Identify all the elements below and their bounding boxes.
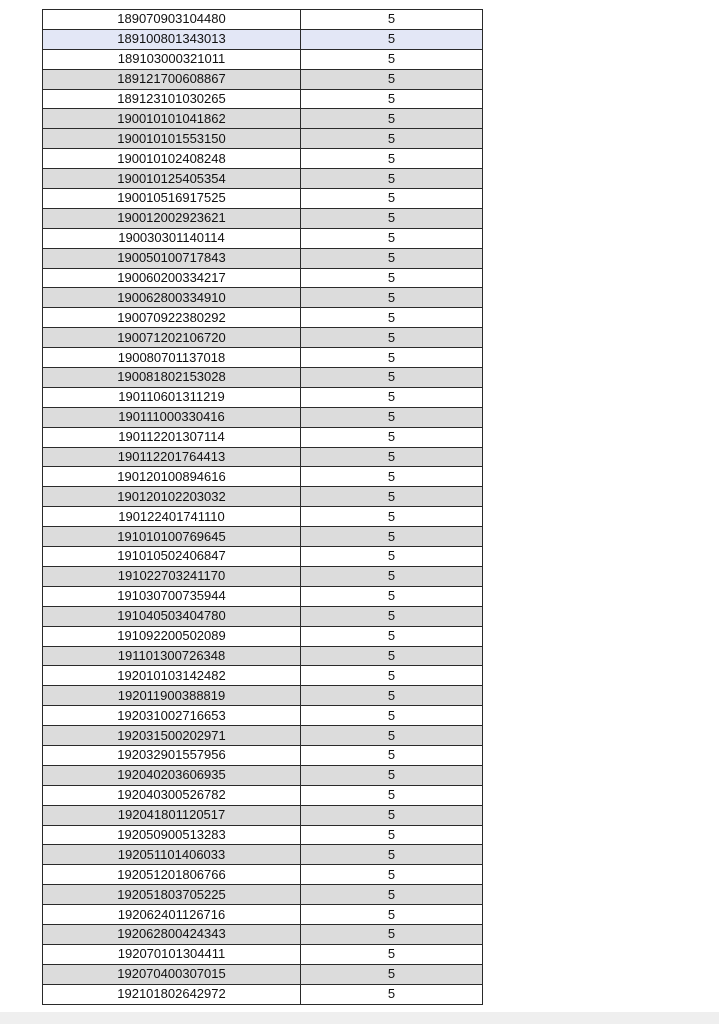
value-cell[interactable]: 5 <box>301 109 483 129</box>
table-row[interactable] <box>43 447 483 467</box>
value-cell[interactable]: 5 <box>301 467 483 487</box>
table-row[interactable] <box>43 646 483 666</box>
value-cell[interactable]: 5 <box>301 686 483 706</box>
table-row[interactable] <box>43 924 483 944</box>
id-cell[interactable]: 192051101406033 <box>43 845 301 865</box>
id-cell[interactable]: 190122401741110 <box>43 507 301 527</box>
id-cell[interactable]: 191092200502089 <box>43 626 301 646</box>
table-row[interactable] <box>43 69 483 89</box>
value-cell[interactable]: 5 <box>301 69 483 89</box>
table-row[interactable] <box>43 189 483 209</box>
value-cell[interactable]: 5 <box>301 328 483 348</box>
value-cell[interactable]: 5 <box>301 527 483 547</box>
id-cell[interactable]: 189100801343013 <box>43 29 301 49</box>
id-cell[interactable]: 190062800334910 <box>43 288 301 308</box>
id-cell[interactable]: 189070903104480 <box>43 10 301 30</box>
value-cell[interactable]: 5 <box>301 885 483 905</box>
table-row[interactable] <box>43 109 483 129</box>
id-cell[interactable]: 190120102203032 <box>43 487 301 507</box>
value-cell[interactable]: 5 <box>301 149 483 169</box>
value-cell[interactable]: 5 <box>301 666 483 686</box>
table-row[interactable] <box>43 407 483 427</box>
table-row[interactable] <box>43 745 483 765</box>
id-cell[interactable]: 192040203606935 <box>43 765 301 785</box>
value-cell[interactable]: 5 <box>301 288 483 308</box>
table-row[interactable] <box>43 387 483 407</box>
value-cell[interactable]: 5 <box>301 348 483 368</box>
table-row[interactable] <box>43 825 483 845</box>
id-cell[interactable]: 189103000321011 <box>43 49 301 69</box>
value-cell[interactable]: 5 <box>301 129 483 149</box>
id-cell[interactable]: 190070922380292 <box>43 308 301 328</box>
table-row[interactable] <box>43 208 483 228</box>
id-cell[interactable]: 191040503404780 <box>43 606 301 626</box>
value-cell[interactable]: 5 <box>301 228 483 248</box>
table-row[interactable] <box>43 467 483 487</box>
table-row[interactable] <box>43 10 483 30</box>
table-row[interactable] <box>43 427 483 447</box>
table-row[interactable] <box>43 666 483 686</box>
value-cell[interactable]: 5 <box>301 566 483 586</box>
value-cell[interactable]: 5 <box>301 427 483 447</box>
id-cell[interactable]: 189121700608867 <box>43 69 301 89</box>
id-cell[interactable]: 190010101041862 <box>43 109 301 129</box>
id-cell[interactable]: 190060200334217 <box>43 268 301 288</box>
table-row[interactable] <box>43 49 483 69</box>
table-row[interactable] <box>43 726 483 746</box>
value-cell[interactable]: 5 <box>301 248 483 268</box>
value-cell[interactable]: 5 <box>301 507 483 527</box>
id-cell[interactable]: 190030301140114 <box>43 228 301 248</box>
id-cell[interactable]: 190112201307114 <box>43 427 301 447</box>
id-cell[interactable]: 192062800424343 <box>43 924 301 944</box>
value-cell[interactable]: 5 <box>301 268 483 288</box>
value-cell[interactable]: 5 <box>301 825 483 845</box>
id-cell[interactable]: 192101802642972 <box>43 984 301 1004</box>
value-cell[interactable]: 5 <box>301 845 483 865</box>
value-cell[interactable]: 5 <box>301 169 483 189</box>
value-cell[interactable]: 5 <box>301 606 483 626</box>
id-cell[interactable]: 192062401126716 <box>43 905 301 925</box>
value-cell[interactable]: 5 <box>301 49 483 69</box>
value-cell[interactable]: 5 <box>301 407 483 427</box>
bottom-bar <box>0 1012 719 1024</box>
id-cell[interactable]: 192070400307015 <box>43 964 301 984</box>
id-cell[interactable]: 191022703241170 <box>43 566 301 586</box>
table-row[interactable] <box>43 905 483 925</box>
table-row[interactable] <box>43 626 483 646</box>
value-cell[interactable]: 5 <box>301 964 483 984</box>
table-row[interactable] <box>43 845 483 865</box>
value-cell[interactable]: 5 <box>301 805 483 825</box>
id-cell[interactable]: 192031002716653 <box>43 706 301 726</box>
table-row[interactable] <box>43 348 483 368</box>
table-row[interactable] <box>43 785 483 805</box>
table-row[interactable] <box>43 586 483 606</box>
table-row[interactable] <box>43 527 483 547</box>
table-row[interactable] <box>43 706 483 726</box>
value-cell[interactable]: 5 <box>301 308 483 328</box>
id-cell[interactable]: 190050100717843 <box>43 248 301 268</box>
table-row[interactable] <box>43 805 483 825</box>
id-cell[interactable]: 190120100894616 <box>43 467 301 487</box>
value-cell[interactable]: 5 <box>301 785 483 805</box>
table-row[interactable] <box>43 944 483 964</box>
id-cell[interactable]: 191101300726348 <box>43 646 301 666</box>
value-cell[interactable]: 5 <box>301 29 483 49</box>
id-cell[interactable]: 192010103142482 <box>43 666 301 686</box>
value-cell[interactable]: 5 <box>301 547 483 567</box>
table-row[interactable] <box>43 547 483 567</box>
id-cell[interactable]: 190081802153028 <box>43 368 301 388</box>
table-row[interactable] <box>43 487 483 507</box>
value-cell[interactable]: 5 <box>301 447 483 467</box>
value-cell[interactable]: 5 <box>301 487 483 507</box>
id-cell[interactable]: 192040300526782 <box>43 785 301 805</box>
table-row[interactable] <box>43 507 483 527</box>
id-cell[interactable]: 192050900513283 <box>43 825 301 845</box>
value-cell[interactable]: 5 <box>301 905 483 925</box>
id-cell[interactable]: 192011900388819 <box>43 686 301 706</box>
id-cell[interactable]: 189123101030265 <box>43 89 301 109</box>
id-cell[interactable]: 190112201764413 <box>43 447 301 467</box>
table-row[interactable] <box>43 964 483 984</box>
value-cell[interactable]: 5 <box>301 726 483 746</box>
value-cell[interactable]: 5 <box>301 865 483 885</box>
table-row[interactable] <box>43 29 483 49</box>
table-row[interactable] <box>43 268 483 288</box>
value-cell[interactable]: 5 <box>301 984 483 1004</box>
value-cell[interactable]: 5 <box>301 765 483 785</box>
id-cell[interactable]: 192051803705225 <box>43 885 301 905</box>
table-row[interactable] <box>43 885 483 905</box>
value-cell[interactable]: 5 <box>301 89 483 109</box>
table-row[interactable] <box>43 248 483 268</box>
value-cell[interactable]: 5 <box>301 646 483 666</box>
table-row[interactable] <box>43 288 483 308</box>
id-cell[interactable]: 191010502406847 <box>43 547 301 567</box>
id-cell[interactable]: 192031500202971 <box>43 726 301 746</box>
value-cell[interactable]: 5 <box>301 208 483 228</box>
value-cell[interactable]: 5 <box>301 745 483 765</box>
id-cell[interactable]: 190110601311219 <box>43 387 301 407</box>
id-cell[interactable]: 192070101304411 <box>43 944 301 964</box>
table-row[interactable] <box>43 89 483 109</box>
id-cell[interactable]: 190010102408248 <box>43 149 301 169</box>
value-cell[interactable]: 5 <box>301 189 483 209</box>
id-cell[interactable]: 190012002923621 <box>43 208 301 228</box>
id-cell[interactable]: 190071202106720 <box>43 328 301 348</box>
id-cell[interactable]: 192041801120517 <box>43 805 301 825</box>
value-cell[interactable]: 5 <box>301 944 483 964</box>
id-cell[interactable]: 192032901557956 <box>43 745 301 765</box>
table-row[interactable] <box>43 566 483 586</box>
value-cell[interactable]: 5 <box>301 387 483 407</box>
table-row[interactable] <box>43 169 483 189</box>
id-cell[interactable]: 190080701137018 <box>43 348 301 368</box>
value-cell[interactable]: 5 <box>301 706 483 726</box>
id-cell[interactable]: 190111000330416 <box>43 407 301 427</box>
table-row[interactable] <box>43 328 483 348</box>
value-cell[interactable]: 5 <box>301 626 483 646</box>
value-cell[interactable]: 5 <box>301 368 483 388</box>
value-cell[interactable]: 5 <box>301 586 483 606</box>
table-row[interactable] <box>43 984 483 1004</box>
id-cell[interactable]: 190010125405354 <box>43 169 301 189</box>
table-row[interactable] <box>43 368 483 388</box>
table-row[interactable] <box>43 765 483 785</box>
table-row[interactable] <box>43 149 483 169</box>
table-row[interactable] <box>43 308 483 328</box>
value-cell[interactable]: 5 <box>301 924 483 944</box>
id-cell[interactable]: 191030700735944 <box>43 586 301 606</box>
table-row[interactable] <box>43 228 483 248</box>
table-row[interactable] <box>43 129 483 149</box>
data-table <box>42 9 483 1005</box>
value-cell[interactable]: 5 <box>301 10 483 30</box>
table-body <box>43 10 483 1005</box>
id-cell[interactable]: 192051201806766 <box>43 865 301 885</box>
id-cell[interactable]: 191010100769645 <box>43 527 301 547</box>
table-row[interactable] <box>43 606 483 626</box>
table-row[interactable] <box>43 865 483 885</box>
id-cell[interactable]: 190010101553150 <box>43 129 301 149</box>
id-cell[interactable]: 190010516917525 <box>43 189 301 209</box>
table-row[interactable] <box>43 686 483 706</box>
